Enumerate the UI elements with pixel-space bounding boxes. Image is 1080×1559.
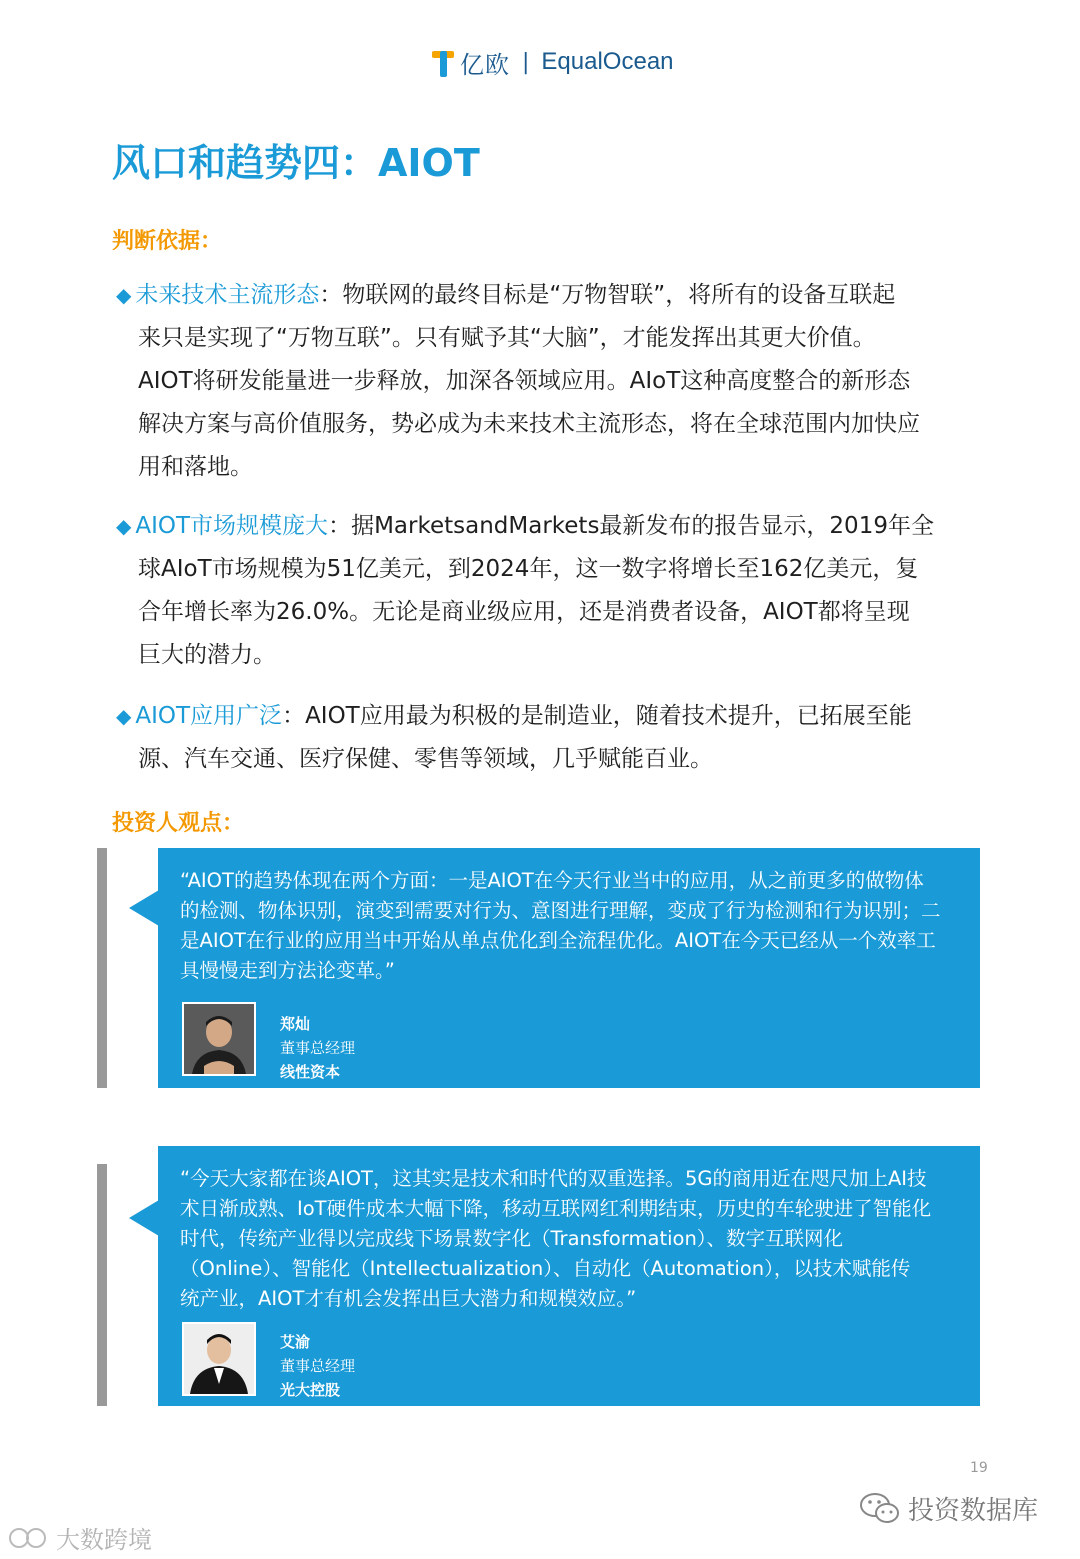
diamond-bullet-icon: ◆: [116, 283, 132, 307]
paragraph-future-form: [116, 274, 966, 489]
logo-en-text: EqualOcean: [541, 48, 674, 75]
para-line: ◆ AIOT市场规模庞大：据MarketsandMarkets最新发布的报告显示，2019年全: [116, 513, 934, 539]
avatar: [182, 1322, 256, 1396]
para-label: AIOT应用广泛: [135, 703, 283, 729]
person-info: [280, 1012, 355, 1084]
para-label: AIOT市场规模庞大: [135, 513, 329, 539]
para-label: 未来技术主流形态: [135, 282, 320, 308]
diamond-bullet-icon: ◆: [116, 514, 132, 538]
person-role: 董事总经理: [280, 1357, 356, 1375]
basis-heading: 判断依据：: [112, 229, 223, 254]
quote-card-ai: [158, 1146, 980, 1406]
quote-card-zheng: [158, 848, 980, 1088]
page-number: 19: [970, 1460, 988, 1476]
paragraph-wide-application: [116, 695, 966, 781]
logo-cn-text: 亿欧: [460, 50, 510, 79]
investor-heading: 投资人观点：: [112, 811, 245, 836]
person-role: 董事总经理: [280, 1039, 356, 1057]
wechat-icon: [860, 1492, 900, 1526]
para-line: 巨大的潜力。: [138, 642, 276, 668]
diamond-bullet-icon: ◆: [116, 704, 132, 728]
watermark-right-text: 投资数据库: [908, 1496, 1039, 1526]
person-org: 光大控股: [280, 1381, 341, 1399]
quote-pointer: [129, 1200, 159, 1236]
paragraph-market-size: [116, 505, 966, 677]
page-title: 风口和趋势四：AIOT: [112, 141, 480, 185]
para-line: ◆ AIOT应用广泛：AIOT应用最为积极的是制造业，随着技术提升，已拓展至能: [116, 703, 912, 729]
para-line: 用和落地。: [138, 454, 253, 480]
para-line: 源、汽车交通、医疗保健、零售等领域，几乎赋能百业。: [138, 746, 713, 772]
avatar: [182, 1002, 256, 1076]
logo-mark-icon: [432, 47, 454, 77]
quote-gray-bar: [97, 1164, 107, 1406]
quote-text: “AIOT的趋势体现在两个方面：一是AIOT在今天行业当中的应用，从之前更多的做物体 的检测、物体识别，演变到需要对行为、意图进行理解，变成了行为检测和行为识别；二 是AIOT在行业的应用当中开始从单点优化到全流程优化。AIOT在今天已经从一个效率工 具慢慢走到方法论变革。”: [180, 869, 941, 982]
person-name: 艾渝: [280, 1333, 311, 1351]
para-line: 合年增长率为26.0%。无论是商业级应用，还是消费者设备，AIOT都将呈现: [138, 599, 910, 625]
quote-pointer: [129, 890, 159, 926]
watermark-left-text: 大数跨境: [56, 1526, 152, 1554]
watermark-left: [8, 1520, 152, 1555]
equalocean-logo: [432, 44, 674, 80]
para-line: 解决方案与高价值服务，势必成为未来技术主流形态，将在全球范围内加快应: [138, 411, 920, 437]
watermark-logo-icon: [8, 1525, 50, 1551]
person-org: 线性资本: [280, 1063, 341, 1081]
quote-text: “今天大家都在谈AIOT，这其实是技术和时代的双重选择。5G的商用近在咫尺加上AI技 术日渐成熟、IoT硬件成本大幅下降，移动互联网红利期结束，历史的车轮驶进了智能化 时代，传统产业得以完成线下场景数字化（Transformation）、数字互联网化 （Online）、智能化（Intellectualization）、自动化（Automation），以技术赋能传 统产业，AIOT才有机会发挥出巨大潜力和规模效应。”: [180, 1167, 932, 1310]
para-line: ◆ 未来技术主流形态：物联网的最终目标是“万物智联”，将所有的设备互联起: [116, 282, 896, 308]
watermark-right: [860, 1490, 1038, 1527]
para-line: 来只是实现了“万物互联”。只有赋予其“大脑”，才能发挥出其更大价值。: [138, 325, 876, 351]
para-line: 球AIoT市场规模为51亿美元，到2024年，这一数字将增长至162亿美元，复: [138, 556, 919, 582]
person-name: 郑灿: [280, 1015, 311, 1033]
para-line: AIOT将研发能量进一步释放，加深各领域应用。AIoT这种高度整合的新形态: [138, 368, 911, 394]
logo-separator: |: [522, 49, 530, 75]
quote-gray-bar: [97, 848, 107, 1088]
person-info: [280, 1330, 355, 1402]
